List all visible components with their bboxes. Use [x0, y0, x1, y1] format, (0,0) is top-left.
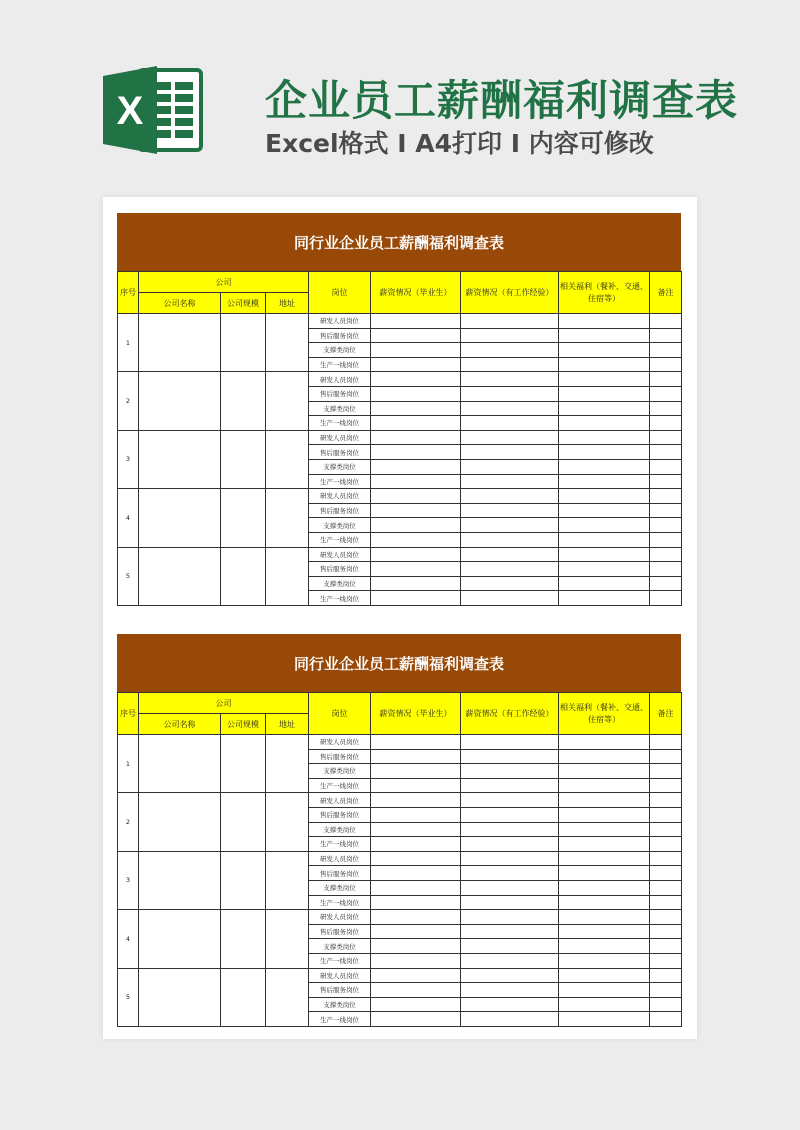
welfare-cell[interactable] [559, 416, 650, 431]
seq-cell: 1 [118, 735, 139, 793]
col-note-header: 备注 [650, 693, 682, 735]
salary-grad-cell[interactable] [371, 372, 461, 387]
welfare-cell[interactable] [559, 939, 650, 954]
position-cell: 售后服务岗位 [309, 386, 371, 401]
col-address-header: 地址 [266, 293, 309, 314]
company-scale-cell[interactable] [221, 793, 266, 851]
survey-sheet-2 [117, 634, 681, 1027]
company-scale-cell[interactable] [221, 910, 266, 968]
address-cell[interactable] [266, 314, 309, 372]
address-cell[interactable] [266, 735, 309, 793]
salary-grad-cell[interactable] [371, 997, 461, 1012]
salary-exp-cell[interactable] [461, 591, 559, 606]
salary-exp-cell[interactable] [461, 851, 559, 866]
position-cell: 生产一线岗位 [309, 357, 371, 372]
welfare-cell[interactable] [559, 924, 650, 939]
salary-exp-cell[interactable] [461, 807, 559, 822]
position-cell: 研发人员岗位 [309, 735, 371, 750]
welfare-cell[interactable] [559, 489, 650, 504]
col-company-header: 公司 [139, 693, 309, 714]
position-cell: 售后服务岗位 [309, 924, 371, 939]
salary-exp-cell[interactable] [461, 793, 559, 808]
salary-grad-cell[interactable] [371, 518, 461, 533]
position-cell: 支撑类岗位 [309, 997, 371, 1012]
welfare-cell[interactable] [559, 866, 650, 881]
salary-exp-cell[interactable] [461, 489, 559, 504]
welfare-cell[interactable] [559, 968, 650, 983]
position-cell: 支撑类岗位 [309, 576, 371, 591]
welfare-cell[interactable] [559, 778, 650, 793]
note-cell[interactable] [650, 474, 682, 489]
salary-exp-cell[interactable] [461, 547, 559, 562]
welfare-cell[interactable] [559, 328, 650, 343]
col-company-scale-header: 公司规模 [221, 293, 266, 314]
col-note-header: 备注 [650, 272, 682, 314]
salary-exp-cell[interactable] [461, 910, 559, 925]
note-cell[interactable] [650, 807, 682, 822]
table-row [118, 910, 682, 925]
table-row [118, 547, 682, 562]
salary-grad-cell[interactable] [371, 822, 461, 837]
company-name-cell[interactable] [139, 793, 221, 851]
position-cell: 支撑类岗位 [309, 518, 371, 533]
welfare-cell[interactable] [559, 430, 650, 445]
note-cell[interactable] [650, 343, 682, 358]
seq-cell: 4 [118, 489, 139, 547]
position-cell: 研发人员岗位 [309, 314, 371, 329]
position-cell: 支撑类岗位 [309, 822, 371, 837]
note-cell[interactable] [650, 749, 682, 764]
salary-grad-cell[interactable] [371, 807, 461, 822]
salary-exp-cell[interactable] [461, 822, 559, 837]
col-salary-grad-header: 薪资情况（毕业生） [371, 693, 461, 735]
address-cell[interactable] [266, 793, 309, 851]
salary-grad-cell[interactable] [371, 445, 461, 460]
note-cell[interactable] [650, 591, 682, 606]
page-subtitle: Excel格式 I A4打印 I 内容可修改 [265, 129, 654, 158]
position-cell: 售后服务岗位 [309, 328, 371, 343]
welfare-cell[interactable] [559, 910, 650, 925]
col-company-header: 公司 [139, 272, 309, 293]
salary-grad-cell[interactable] [371, 532, 461, 547]
note-cell[interactable] [650, 401, 682, 416]
salary-grad-cell[interactable] [371, 591, 461, 606]
salary-exp-cell[interactable] [461, 968, 559, 983]
position-cell: 研发人员岗位 [309, 430, 371, 445]
salary-grad-cell[interactable] [371, 328, 461, 343]
position-cell: 支撑类岗位 [309, 343, 371, 358]
welfare-cell[interactable] [559, 880, 650, 895]
company-scale-cell[interactable] [221, 489, 266, 547]
salary-exp-cell[interactable] [461, 474, 559, 489]
salary-grad-cell[interactable] [371, 880, 461, 895]
seq-cell: 3 [118, 851, 139, 909]
salary-exp-cell[interactable] [461, 562, 559, 577]
note-cell[interactable] [650, 386, 682, 401]
welfare-cell[interactable] [559, 343, 650, 358]
salary-grad-cell[interactable] [371, 735, 461, 750]
table-row [118, 489, 682, 504]
company-name-cell[interactable] [139, 968, 221, 1026]
salary-exp-cell[interactable] [461, 314, 559, 329]
company-scale-cell[interactable] [221, 547, 266, 605]
col-salary-exp-header: 薪资情况（有工作经验） [461, 272, 559, 314]
table-row [118, 372, 682, 387]
position-cell: 售后服务岗位 [309, 749, 371, 764]
col-company-name-header: 公司名称 [139, 293, 221, 314]
welfare-cell[interactable] [559, 445, 650, 460]
company-scale-cell[interactable] [221, 372, 266, 430]
position-cell: 生产一线岗位 [309, 416, 371, 431]
salary-exp-cell[interactable] [461, 735, 559, 750]
salary-exp-cell[interactable] [461, 445, 559, 460]
salary-exp-cell[interactable] [461, 430, 559, 445]
note-cell[interactable] [650, 880, 682, 895]
welfare-cell[interactable] [559, 547, 650, 562]
note-cell[interactable] [650, 547, 682, 562]
salary-exp-cell[interactable] [461, 1012, 559, 1027]
welfare-cell[interactable] [559, 532, 650, 547]
position-cell: 研发人员岗位 [309, 851, 371, 866]
col-seq-header: 序号 [118, 693, 139, 735]
seq-cell: 5 [118, 968, 139, 1026]
welfare-cell[interactable] [559, 357, 650, 372]
note-cell[interactable] [650, 983, 682, 998]
salary-exp-cell[interactable] [461, 997, 559, 1012]
address-cell[interactable] [266, 851, 309, 909]
salary-grad-cell[interactable] [371, 401, 461, 416]
welfare-cell[interactable] [559, 562, 650, 577]
salary-exp-cell[interactable] [461, 459, 559, 474]
welfare-cell[interactable] [559, 793, 650, 808]
seq-cell: 3 [118, 430, 139, 488]
col-welfare-header: 相关福利（餐补、交通、住宿等） [559, 693, 650, 735]
welfare-cell[interactable] [559, 503, 650, 518]
table-row [118, 851, 682, 866]
position-cell: 研发人员岗位 [309, 372, 371, 387]
company-name-cell[interactable] [139, 910, 221, 968]
position-cell: 支撑类岗位 [309, 764, 371, 779]
note-cell[interactable] [650, 1012, 682, 1027]
table-row [118, 735, 682, 750]
note-cell[interactable] [650, 430, 682, 445]
salary-grad-cell[interactable] [371, 386, 461, 401]
col-salary-grad-header: 薪资情况（毕业生） [371, 272, 461, 314]
welfare-cell[interactable] [559, 749, 650, 764]
salary-exp-cell[interactable] [461, 953, 559, 968]
seq-cell: 2 [118, 793, 139, 851]
company-name-cell[interactable] [139, 489, 221, 547]
salary-grad-cell[interactable] [371, 562, 461, 577]
welfare-cell[interactable] [559, 518, 650, 533]
note-cell[interactable] [650, 924, 682, 939]
position-cell: 生产一线岗位 [309, 532, 371, 547]
company-name-cell[interactable] [139, 430, 221, 488]
note-cell[interactable] [650, 576, 682, 591]
salary-grad-cell[interactable] [371, 866, 461, 881]
table-row [118, 968, 682, 983]
position-cell: 支撑类岗位 [309, 459, 371, 474]
note-cell[interactable] [650, 822, 682, 837]
welfare-cell[interactable] [559, 997, 650, 1012]
position-cell: 研发人员岗位 [309, 793, 371, 808]
salary-grad-cell[interactable] [371, 314, 461, 329]
col-position-header: 岗位 [309, 693, 371, 735]
salary-exp-cell[interactable] [461, 386, 559, 401]
welfare-cell[interactable] [559, 576, 650, 591]
col-address-header: 地址 [266, 714, 309, 735]
salary-grad-cell[interactable] [371, 357, 461, 372]
company-scale-cell[interactable] [221, 851, 266, 909]
salary-exp-cell[interactable] [461, 357, 559, 372]
salary-grad-cell[interactable] [371, 939, 461, 954]
salary-grad-cell[interactable] [371, 851, 461, 866]
welfare-cell[interactable] [559, 401, 650, 416]
note-cell[interactable] [650, 328, 682, 343]
seq-cell: 4 [118, 910, 139, 968]
salary-exp-cell[interactable] [461, 880, 559, 895]
note-cell[interactable] [650, 895, 682, 910]
col-position-header: 岗位 [309, 272, 371, 314]
address-cell[interactable] [266, 910, 309, 968]
salary-grad-cell[interactable] [371, 953, 461, 968]
col-salary-exp-header: 薪资情况（有工作经验） [461, 693, 559, 735]
salary-grad-cell[interactable] [371, 924, 461, 939]
position-cell: 售后服务岗位 [309, 445, 371, 460]
note-cell[interactable] [650, 503, 682, 518]
salary-grad-cell[interactable] [371, 489, 461, 504]
welfare-cell[interactable] [559, 735, 650, 750]
position-cell: 生产一线岗位 [309, 778, 371, 793]
salary-exp-cell[interactable] [461, 416, 559, 431]
salary-exp-cell[interactable] [461, 372, 559, 387]
welfare-cell[interactable] [559, 1012, 650, 1027]
address-cell[interactable] [266, 968, 309, 1026]
company-name-cell[interactable] [139, 547, 221, 605]
page-title: 企业员工薪酬福利调查表 [265, 76, 739, 125]
position-cell: 支撑类岗位 [309, 880, 371, 895]
note-cell[interactable] [650, 445, 682, 460]
salary-grad-cell[interactable] [371, 343, 461, 358]
position-cell: 支撑类岗位 [309, 401, 371, 416]
position-cell: 售后服务岗位 [309, 562, 371, 577]
position-cell: 研发人员岗位 [309, 968, 371, 983]
note-cell[interactable] [650, 910, 682, 925]
col-company-scale-header: 公司规模 [221, 714, 266, 735]
address-cell[interactable] [266, 372, 309, 430]
salary-exp-cell[interactable] [461, 939, 559, 954]
salary-grad-cell[interactable] [371, 503, 461, 518]
position-cell: 生产一线岗位 [309, 474, 371, 489]
note-cell[interactable] [650, 562, 682, 577]
note-cell[interactable] [650, 837, 682, 852]
note-cell[interactable] [650, 953, 682, 968]
salary-exp-cell[interactable] [461, 866, 559, 881]
welfare-cell[interactable] [559, 851, 650, 866]
position-cell: 研发人员岗位 [309, 547, 371, 562]
position-cell: 售后服务岗位 [309, 866, 371, 881]
table-row [118, 430, 682, 445]
salary-grad-cell[interactable] [371, 576, 461, 591]
salary-exp-cell[interactable] [461, 764, 559, 779]
salary-grad-cell[interactable] [371, 1012, 461, 1027]
col-company-name-header: 公司名称 [139, 714, 221, 735]
survey-table [117, 692, 682, 1027]
logo-letter: X [116, 89, 144, 133]
col-seq-header: 序号 [118, 272, 139, 314]
note-cell[interactable] [650, 851, 682, 866]
note-cell[interactable] [650, 866, 682, 881]
salary-exp-cell[interactable] [461, 837, 559, 852]
note-cell[interactable] [650, 372, 682, 387]
salary-grad-cell[interactable] [371, 474, 461, 489]
position-cell: 研发人员岗位 [309, 489, 371, 504]
address-cell[interactable] [266, 547, 309, 605]
note-cell[interactable] [650, 735, 682, 750]
position-cell: 研发人员岗位 [309, 910, 371, 925]
company-name-cell[interactable] [139, 735, 221, 793]
survey-table [117, 271, 682, 606]
seq-cell: 2 [118, 372, 139, 430]
position-cell: 生产一线岗位 [309, 953, 371, 968]
salary-grad-cell[interactable] [371, 416, 461, 431]
col-welfare-header: 相关福利（餐补、交通、住宿等） [559, 272, 650, 314]
welfare-cell[interactable] [559, 807, 650, 822]
salary-exp-cell[interactable] [461, 983, 559, 998]
survey-sheet-1 [117, 213, 681, 606]
salary-exp-cell[interactable] [461, 778, 559, 793]
salary-exp-cell[interactable] [461, 503, 559, 518]
salary-grad-cell[interactable] [371, 983, 461, 998]
note-cell[interactable] [650, 997, 682, 1012]
company-scale-cell[interactable] [221, 430, 266, 488]
salary-exp-cell[interactable] [461, 576, 559, 591]
company-scale-cell[interactable] [221, 968, 266, 1026]
welfare-cell[interactable] [559, 983, 650, 998]
salary-grad-cell[interactable] [371, 778, 461, 793]
company-name-cell[interactable] [139, 372, 221, 430]
salary-exp-cell[interactable] [461, 924, 559, 939]
note-cell[interactable] [650, 459, 682, 474]
welfare-cell[interactable] [559, 314, 650, 329]
welfare-cell[interactable] [559, 474, 650, 489]
welfare-cell[interactable] [559, 764, 650, 779]
salary-exp-cell[interactable] [461, 328, 559, 343]
table-row [118, 793, 682, 808]
seq-cell: 1 [118, 314, 139, 372]
position-cell: 生产一线岗位 [309, 1012, 371, 1027]
welfare-cell[interactable] [559, 837, 650, 852]
salary-grad-cell[interactable] [371, 895, 461, 910]
salary-grad-cell[interactable] [371, 749, 461, 764]
position-cell: 生产一线岗位 [309, 895, 371, 910]
seq-cell: 5 [118, 547, 139, 605]
note-cell[interactable] [650, 532, 682, 547]
position-cell: 售后服务岗位 [309, 807, 371, 822]
company-name-cell[interactable] [139, 314, 221, 372]
address-cell[interactable] [266, 489, 309, 547]
salary-exp-cell[interactable] [461, 532, 559, 547]
salary-grad-cell[interactable] [371, 430, 461, 445]
note-cell[interactable] [650, 518, 682, 533]
welfare-cell[interactable] [559, 386, 650, 401]
welfare-cell[interactable] [559, 895, 650, 910]
table-row [118, 314, 682, 329]
salary-exp-cell[interactable] [461, 895, 559, 910]
welfare-cell[interactable] [559, 822, 650, 837]
note-cell[interactable] [650, 778, 682, 793]
salary-exp-cell[interactable] [461, 401, 559, 416]
welfare-cell[interactable] [559, 591, 650, 606]
salary-grad-cell[interactable] [371, 764, 461, 779]
salary-exp-cell[interactable] [461, 749, 559, 764]
sheet-title: 同行业企业员工薪酬福利调查表 [117, 213, 681, 271]
note-cell[interactable] [650, 357, 682, 372]
welfare-cell[interactable] [559, 372, 650, 387]
company-name-cell[interactable] [139, 851, 221, 909]
note-cell[interactable] [650, 764, 682, 779]
salary-grad-cell[interactable] [371, 968, 461, 983]
company-scale-cell[interactable] [221, 735, 266, 793]
note-cell[interactable] [650, 416, 682, 431]
position-cell: 售后服务岗位 [309, 503, 371, 518]
position-cell: 售后服务岗位 [309, 983, 371, 998]
note-cell[interactable] [650, 314, 682, 329]
address-cell[interactable] [266, 430, 309, 488]
welfare-cell[interactable] [559, 459, 650, 474]
sheet-title: 同行业企业员工薪酬福利调查表 [117, 634, 681, 692]
welfare-cell[interactable] [559, 953, 650, 968]
salary-grad-cell[interactable] [371, 793, 461, 808]
salary-grad-cell[interactable] [371, 547, 461, 562]
position-cell: 生产一线岗位 [309, 591, 371, 606]
note-cell[interactable] [650, 793, 682, 808]
position-cell: 生产一线岗位 [309, 837, 371, 852]
salary-grad-cell[interactable] [371, 459, 461, 474]
company-scale-cell[interactable] [221, 314, 266, 372]
note-cell[interactable] [650, 489, 682, 504]
salary-grad-cell[interactable] [371, 837, 461, 852]
salary-exp-cell[interactable] [461, 343, 559, 358]
excel-logo-icon [101, 64, 205, 156]
salary-exp-cell[interactable] [461, 518, 559, 533]
salary-grad-cell[interactable] [371, 910, 461, 925]
position-cell: 支撑类岗位 [309, 939, 371, 954]
note-cell[interactable] [650, 939, 682, 954]
note-cell[interactable] [650, 968, 682, 983]
